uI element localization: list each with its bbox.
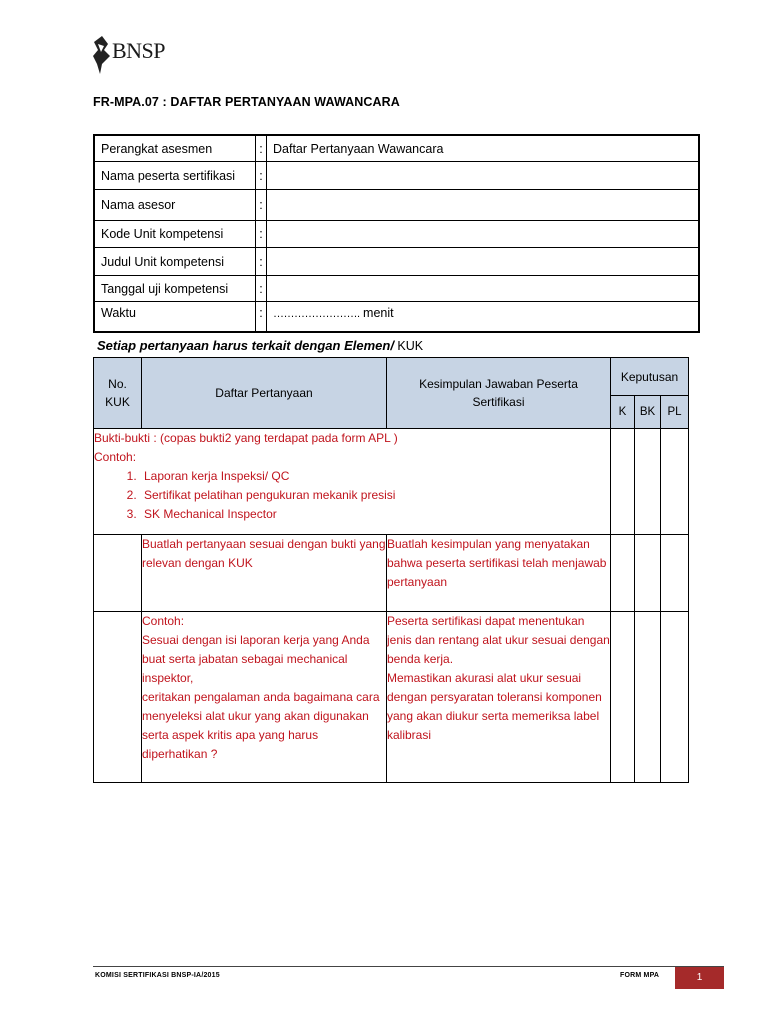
table-row [94,221,699,248]
table-row [94,276,699,302]
tanggal-uji-field[interactable] [267,276,700,302]
list-item: 1. Laporan kerja Inspeksi/ QC [140,467,610,486]
bk-checkbox-cell[interactable] [635,429,661,535]
waktu-dots: ……………………. [273,308,360,320]
evidence-row [94,429,689,535]
bk-checkbox-cell[interactable] [635,535,661,612]
nama-peserta-field[interactable] [267,162,700,190]
instruction-suffix: KUK [393,339,424,353]
table-row [94,302,699,333]
header-kesimpulan-line2: Sertifikasi [472,395,525,409]
document-title: FR-MPA.07 : DAFTAR PERTANYAAN WAWANCARA [93,95,400,109]
waktu-unit: menit [363,306,394,320]
header-kesimpulan [387,358,611,429]
footer-organization: KOMISI SERTIFIKASI BNSP-IA/2015 [95,972,220,979]
row-separator: : [256,162,267,190]
header-no-kuk [94,358,142,429]
identity-table [93,134,700,333]
row-separator: : [256,190,267,221]
instruction-main: Setiap pertanyaan harus terkait dengan Elemen/ [97,338,394,353]
instruction-text [97,338,423,353]
footer-form-name: FORM MPA [620,972,660,979]
k-checkbox-cell[interactable] [611,535,635,612]
evidence-cell [94,429,611,535]
pl-checkbox-cell[interactable] [661,535,689,612]
row-label: Kode Unit kompetensi [94,221,256,248]
table-row [94,162,699,190]
row-label: Nama peserta sertifikasi [94,162,256,190]
table-header-row [94,358,689,396]
conclusion-example-line: Peserta sertifikasi dapat menentukan jenis dan rentang alat ukur sesuai dengan benda kerja. [387,614,610,666]
logo-text: BNSP [112,38,166,63]
table-row [94,248,699,276]
question-row [94,612,689,783]
table-row [94,135,699,162]
question-example-line: Sesuai dengan isi laporan kerja yang Anda buat serta jabatan sebagai mechanical inspektor, [142,633,370,685]
nama-asesor-field[interactable] [267,190,700,221]
conclusion-cell[interactable] [387,612,611,783]
no-kuk-cell[interactable] [94,612,142,783]
conclusion-cell[interactable]: Buatlah kesimpulan yang menyatakan bahwa peserta sertifikasi telah menjawab pertanyaan [387,535,611,612]
row-separator: : [256,302,267,333]
evidence-list [94,467,610,524]
waktu-field[interactable] [267,302,700,333]
header-no-kuk-line2: KUK [105,395,130,409]
evidence-line1: Bukti-bukti : (copas bukti2 yang terdapat pada form APL ) [94,431,398,445]
row-label: Perangkat asesmen [94,135,256,162]
conclusion-example-line: Memastikan akurasi alat ukur sesuai dengan persyaratan toleransi komponen yang akan diukur serta memeriksa label kalibrasi [387,671,602,742]
header-bk: BK [635,396,661,429]
question-example-label: Contoh: [142,614,185,628]
header-keputusan: Keputusan [611,358,689,396]
perangkat-asesmen-value[interactable]: Daftar Pertanyaan Wawancara [267,135,700,162]
evidence-line2: Contoh: [94,450,137,464]
bnsp-logo [92,34,182,78]
row-label: Tanggal uji kompetensi [94,276,256,302]
table-row [94,190,699,221]
list-item: 3. SK Mechanical Inspector [140,505,610,524]
footer-divider [93,966,724,967]
kode-unit-field[interactable] [267,221,700,248]
page-number: 1 [675,967,724,989]
row-separator: : [256,221,267,248]
list-item: 2. Sertifikat pelatihan pengukuran mekanik presisi [140,486,610,505]
row-separator: : [256,248,267,276]
row-separator: : [256,276,267,302]
row-separator: : [256,135,267,162]
bnsp-emblem-icon [92,34,112,78]
row-label: Waktu [94,302,256,333]
pl-checkbox-cell[interactable] [661,429,689,535]
header-k: K [611,396,635,429]
header-daftar-pertanyaan: Daftar Pertanyaan [142,358,387,429]
judul-unit-field[interactable] [267,248,700,276]
no-kuk-cell[interactable] [94,535,142,612]
row-label: Nama asesor [94,190,256,221]
header-no-kuk-line1: No. [108,377,127,391]
k-checkbox-cell[interactable] [611,612,635,783]
header-pl: PL [661,396,689,429]
row-label: Judul Unit kompetensi [94,248,256,276]
question-cell[interactable] [142,612,387,783]
k-checkbox-cell[interactable] [611,429,635,535]
header-kesimpulan-line1: Kesimpulan Jawaban Peserta [419,377,578,391]
pl-checkbox-cell[interactable] [661,612,689,783]
question-cell[interactable]: Buatlah pertanyaan sesuai dengan bukti yang relevan dengan KUK [142,535,387,612]
question-example-line: ceritakan pengalaman anda bagaimana cara menyeleksi alat ukur yang akan digunakan serta aspek kritis apa yang harus diperhatikan ? [142,690,380,761]
bk-checkbox-cell[interactable] [635,612,661,783]
question-table [93,357,689,783]
question-row [94,535,689,612]
